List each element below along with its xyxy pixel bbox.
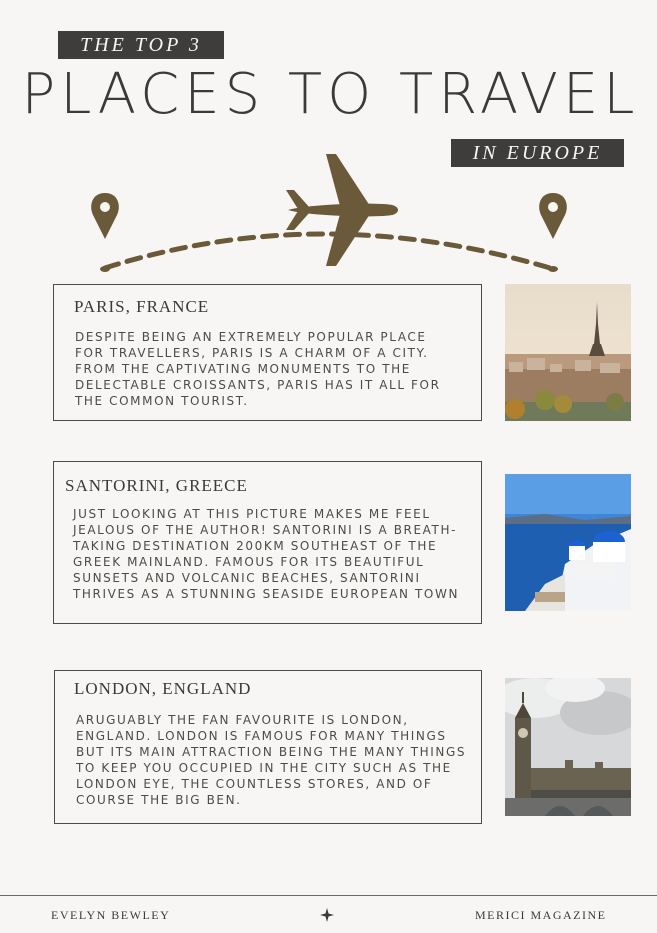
location-pin-icon [91, 193, 119, 272]
santorini-photo [505, 474, 631, 611]
footer-publication: MERICI MAGAZINE [475, 908, 607, 922]
destination-description: DESPITE BEING AN EXTREMELY POPULAR PLACE FOR TRAVELLERS, PARIS IS A CHARM OF A CITY. FROM THE CAPTIVATING MONUMENTS TO THE DELECTABLE CROISSANTS, PARIS HAS IT ALL FOR THE COMMON TOURIST. [75, 330, 441, 408]
top-tag: THE TOP 3 [58, 31, 224, 59]
destination-card-santorini [53, 461, 482, 624]
destination-card-london [54, 670, 482, 824]
london-photo [505, 678, 631, 816]
airplane-icon [286, 154, 398, 266]
destination-card-paris [53, 284, 482, 421]
footer-author: EVELYN BEWLEY [51, 908, 171, 922]
destination-title: LONDON, ENGLAND [74, 679, 252, 698]
destination-title: SANTORINI, GREECE [65, 476, 248, 495]
destination-title: PARIS, FRANCE [74, 297, 210, 316]
destination-description: JUST LOOKING AT THIS PICTURE MAKES ME FEEL JEALOUS OF THE AUTHOR! SANTORINI IS A BREATH-TAKING DESTINATION 200KM SOUTHEAST OF THE GREEK MAINLAND. FAMOUS FOR ITS BEAUTIFUL SUNSETS AND VOLCANIC BEACHES, SANTORINI THRIVES AS A STUNNING SEASIDE EUROPEAN TOWN [73, 507, 460, 601]
paris-photo [505, 284, 631, 421]
destination-description: ARUGUABLY THE FAN FAVOURITE IS LONDON, ENGLAND. LONDON IS FAMOUS FOR MANY THINGS BUT ITS MAIN ATTRACTION BEING THE MANY THINGS TO KEEP YOU OCCUPIED IN THE CITY SUCH AS THE LONDON EYE, THE COUNTLESS STORES, AND OF COURSE THE BIG BEN. [76, 713, 467, 807]
sparkle-icon [320, 908, 334, 922]
flight-path-graphic [80, 150, 580, 280]
page-title: PLACES TO TRAVEL [21, 62, 640, 127]
footer-divider [0, 895, 657, 896]
location-pin-icon [539, 193, 567, 272]
europe-tag: IN EUROPE [451, 139, 624, 167]
